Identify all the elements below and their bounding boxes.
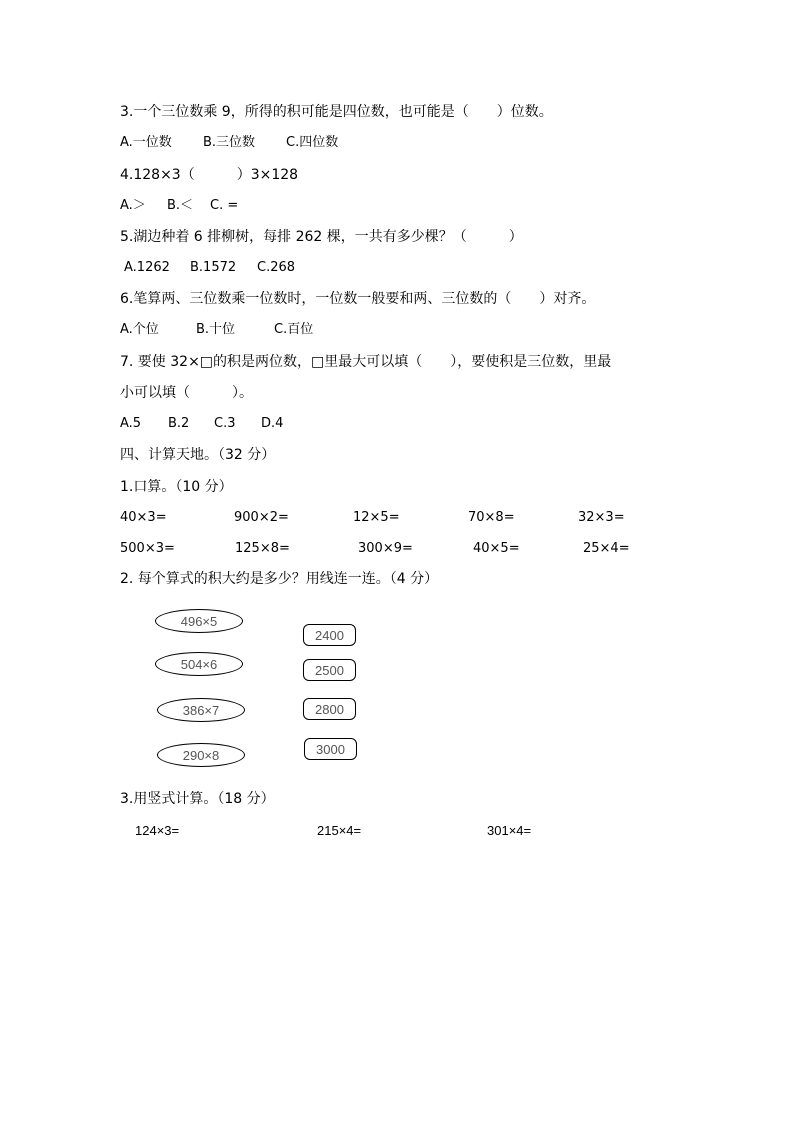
option-a: A.5 xyxy=(120,416,142,431)
option-c: C. = xyxy=(210,198,239,213)
oral-item: 12×5= xyxy=(353,510,400,525)
answer-label: 2400 xyxy=(315,627,344,643)
answer-box xyxy=(304,738,357,760)
option-c: C.百位 xyxy=(274,322,314,337)
vertical-item: 301×4= xyxy=(487,823,532,838)
expression-oval xyxy=(157,698,245,722)
option-b: B.十位 xyxy=(196,322,236,337)
oral-item: 25×4= xyxy=(583,541,630,556)
estimate-title: 2. 每个算式的积大约是多少？用线连一连。（4 分） xyxy=(120,571,439,587)
option-b: B.1572 xyxy=(190,260,237,275)
answer-label: 2500 xyxy=(315,662,344,678)
oral-item: 125×8= xyxy=(235,541,290,556)
oral-item: 40×5= xyxy=(473,541,520,556)
option-b: B.2 xyxy=(168,416,190,431)
oral-item: 500×3= xyxy=(120,541,175,556)
vertical-item: 215×4= xyxy=(317,823,362,838)
question-5-text: 5.湖边种着 6 排柳树，每排 262 棵，一共有多少棵？（ ） xyxy=(120,229,523,245)
option-b: B.＜ xyxy=(167,198,194,213)
answer-box xyxy=(303,698,356,720)
option-d: D.4 xyxy=(261,416,284,431)
option-a: A.一位数 xyxy=(120,135,172,150)
answer-box xyxy=(303,624,356,646)
option-a: A.＞ xyxy=(120,198,146,213)
expression-label: 290×8 xyxy=(182,747,220,763)
question-6-text: 6.笔算两、三位数乘一位数时，一位数一般要和两、三位数的（ ）对齐。 xyxy=(120,291,596,307)
expression-label: 504×6 xyxy=(180,656,218,672)
oral-item: 40×3= xyxy=(120,510,167,525)
option-b: B.三位数 xyxy=(203,135,256,150)
expression-label: 386×7 xyxy=(182,702,220,718)
section-title: 四、计算天地。（32 分） xyxy=(120,447,276,463)
vertical-item: 124×3= xyxy=(135,823,180,838)
question-7-text-continued: 小可以填（ ）。 xyxy=(120,385,253,401)
question-3-text: 3.一个三位数乘 9，所得的积可能是四位数，也可能是（ ）位数。 xyxy=(120,104,553,120)
expression-oval xyxy=(157,743,245,767)
answer-label: 3000 xyxy=(316,741,345,757)
answer-box xyxy=(303,659,356,681)
oral-item: 70×8= xyxy=(468,510,515,525)
oral-calc-title: 1.口算。（10 分） xyxy=(120,479,233,495)
option-a: A.1262 xyxy=(124,260,170,275)
vertical-calc-title: 3.用竖式计算。（18 分） xyxy=(120,791,275,807)
question-4-text: 4.128×3（ ）3×128 xyxy=(120,167,299,183)
oral-item: 300×9= xyxy=(358,541,413,556)
question-7-text: 7. 要使 32×□的积是两位数，□里最大可以填（ ），要使积是三位数，里最 xyxy=(120,354,612,370)
option-c: C.四位数 xyxy=(286,135,339,150)
oral-item: 32×3= xyxy=(578,510,625,525)
option-a: A.个位 xyxy=(120,322,159,337)
oral-item: 900×2= xyxy=(234,510,289,525)
expression-oval xyxy=(155,609,243,633)
expression-label: 496×5 xyxy=(180,613,218,629)
expression-oval xyxy=(155,652,243,676)
option-c: C.3 xyxy=(214,416,236,431)
option-c: C.268 xyxy=(257,260,296,275)
answer-label: 2800 xyxy=(315,701,344,717)
